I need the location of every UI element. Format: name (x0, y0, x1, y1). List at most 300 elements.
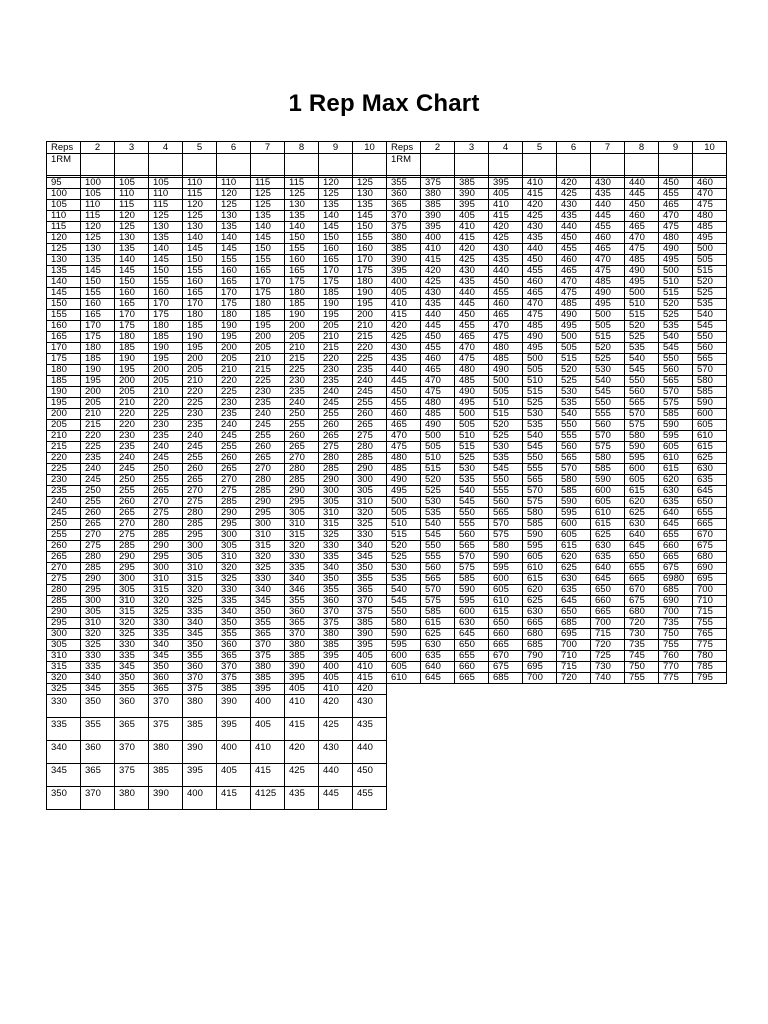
rep-weight-value: 190 (115, 354, 149, 365)
rep-weight-value: 530 (523, 409, 557, 420)
table-row (47, 453, 387, 464)
rep-weight-value: 520 (591, 343, 625, 354)
rep-weight-value: 355 (353, 574, 387, 585)
rep-weight-value: 235 (353, 365, 387, 376)
rep-weight-value: 145 (149, 255, 183, 266)
rep-weight-value: 235 (183, 420, 217, 431)
rep-weight-value: 280 (251, 475, 285, 486)
rep-weight-value: 475 (591, 266, 625, 277)
rep-weight-value: 145 (251, 233, 285, 244)
empty-cell (489, 154, 523, 176)
rep-weight-value: 370 (251, 640, 285, 651)
rep-weight-value: 635 (421, 651, 455, 662)
rep-weight-value: 565 (557, 453, 591, 464)
rep-weight-value: 325 (217, 574, 251, 585)
reps-column-header: 3 (455, 142, 489, 154)
rep-weight-value: 390 (149, 787, 183, 810)
rep-weight-value: 275 (353, 431, 387, 442)
rep-weight-value: 620 (557, 552, 591, 563)
rep-weight-value: 630 (659, 486, 693, 497)
rep-weight-value: 590 (591, 475, 625, 486)
rep-weight-value: 475 (489, 332, 523, 343)
rep-weight-value: 490 (421, 420, 455, 431)
rep-weight-value: 515 (455, 442, 489, 453)
header-row (47, 142, 387, 154)
rep-weight-value: 645 (591, 574, 625, 585)
rep-weight-value: 475 (421, 387, 455, 398)
rep-weight-value: 640 (659, 508, 693, 519)
empty-cell (217, 154, 251, 176)
one-rep-max-value: 490 (387, 475, 421, 486)
rep-weight-value: 335 (217, 596, 251, 607)
table-row (47, 519, 387, 530)
rep-weight-value: 550 (421, 541, 455, 552)
rep-weight-value: 645 (659, 519, 693, 530)
rep-weight-value: 235 (149, 431, 183, 442)
reps-column-header: 9 (659, 142, 693, 154)
rep-weight-value: 180 (183, 310, 217, 321)
rep-weight-value: 490 (659, 244, 693, 255)
rep-weight-value: 440 (625, 178, 659, 189)
empty-cell (115, 154, 149, 176)
rep-weight-value: 715 (693, 607, 727, 618)
rep-weight-value: 240 (115, 453, 149, 464)
rep-weight-value: 435 (591, 189, 625, 200)
rep-weight-value: 580 (591, 453, 625, 464)
rep-weight-value: 350 (217, 618, 251, 629)
rep-weight-value: 440 (455, 288, 489, 299)
rep-weight-value: 125 (285, 189, 319, 200)
rep-weight-value: 590 (523, 530, 557, 541)
rep-weight-value: 195 (251, 321, 285, 332)
table-row (387, 398, 727, 409)
rep-weight-value: 785 (693, 662, 727, 673)
table-row (387, 574, 727, 585)
empty-cell (591, 154, 625, 176)
table-row (387, 552, 727, 563)
rep-weight-value: 500 (591, 310, 625, 321)
rep-weight-value: 385 (251, 673, 285, 684)
rep-weight-value: 135 (319, 200, 353, 211)
reps-column-header: 8 (625, 142, 659, 154)
one-rep-max-value: 450 (387, 387, 421, 398)
rep-weight-value: 665 (523, 618, 557, 629)
rep-weight-value: 315 (149, 585, 183, 596)
rep-weight-value: 370 (183, 673, 217, 684)
rep-weight-value: 565 (489, 508, 523, 519)
rep-weight-value: 550 (455, 508, 489, 519)
rep-weight-value: 285 (217, 497, 251, 508)
rep-weight-value: 365 (251, 629, 285, 640)
rep-weight-value: 320 (217, 563, 251, 574)
rep-weight-value: 470 (489, 321, 523, 332)
reps-column-header: 3 (115, 142, 149, 154)
rep-weight-value: 415 (285, 718, 319, 741)
rep-weight-value: 465 (523, 288, 557, 299)
rep-weight-value: 710 (557, 651, 591, 662)
rep-weight-value: 190 (285, 310, 319, 321)
rep-weight-value: 535 (557, 398, 591, 409)
one-rep-max-value: 290 (47, 607, 81, 618)
rep-weight-value: 155 (353, 233, 387, 244)
rep-weight-value: 220 (115, 409, 149, 420)
table-row (387, 442, 727, 453)
table-row (387, 387, 727, 398)
table-row (47, 552, 387, 563)
rep-weight-value: 230 (251, 387, 285, 398)
rep-weight-value: 310 (183, 563, 217, 574)
rep-weight-value: 345 (115, 662, 149, 673)
rep-weight-value: 490 (455, 387, 489, 398)
one-rep-max-value: 505 (387, 508, 421, 519)
rep-weight-value: 225 (285, 365, 319, 376)
rep-weight-value: 550 (591, 398, 625, 409)
rep-weight-value: 590 (455, 585, 489, 596)
rep-weight-value: 385 (319, 640, 353, 651)
rep-weight-value: 375 (149, 718, 183, 741)
rep-weight-value: 165 (183, 288, 217, 299)
rep-weight-value: 580 (523, 508, 557, 519)
rep-weight-value: 315 (115, 607, 149, 618)
rep-weight-value: 620 (523, 585, 557, 596)
rep-weight-value: 385 (285, 651, 319, 662)
rep-weight-value: 150 (149, 266, 183, 277)
empty-cell (455, 154, 489, 176)
table-row (47, 321, 387, 332)
table-row (387, 299, 727, 310)
rep-weight-value: 305 (81, 607, 115, 618)
rep-weight-value: 130 (285, 200, 319, 211)
rep-weight-value: 490 (557, 310, 591, 321)
rep-weight-value: 695 (693, 574, 727, 585)
one-rep-max-value: 270 (47, 563, 81, 574)
rep-weight-value: 545 (421, 530, 455, 541)
rep-weight-value: 575 (591, 442, 625, 453)
rep-weight-value: 280 (319, 453, 353, 464)
one-rep-max-value: 390 (387, 255, 421, 266)
rep-weight-value: 365 (115, 718, 149, 741)
rep-weight-value: 380 (115, 787, 149, 810)
rep-weight-value: 515 (489, 409, 523, 420)
rep-weight-value: 655 (693, 508, 727, 519)
rep-weight-value: 130 (149, 222, 183, 233)
one-rep-max-value: 300 (47, 629, 81, 640)
rep-weight-value: 425 (557, 189, 591, 200)
rep-weight-value: 375 (353, 607, 387, 618)
rep-weight-value: 415 (353, 673, 387, 684)
rep-weight-value: 115 (81, 211, 115, 222)
rep-weight-value: 245 (115, 464, 149, 475)
one-rep-max-value: 255 (47, 530, 81, 541)
rep-weight-value: 640 (591, 563, 625, 574)
rep-weight-value: 245 (81, 475, 115, 486)
rep-weight-value: 210 (285, 343, 319, 354)
table-row (387, 673, 727, 684)
rep-weight-value: 540 (693, 310, 727, 321)
rep-weight-value: 270 (115, 519, 149, 530)
rep-weight-value: 315 (285, 530, 319, 541)
one-rep-max-value: 125 (47, 244, 81, 255)
rep-weight-value: 675 (659, 563, 693, 574)
rep-weight-value: 290 (81, 574, 115, 585)
rep-weight-value: 640 (625, 530, 659, 541)
rep-weight-value: 300 (319, 486, 353, 497)
rep-weight-value: 230 (115, 431, 149, 442)
rep-weight-value: 370 (149, 695, 183, 718)
rep-weight-value: 155 (285, 244, 319, 255)
rep-weight-value: 205 (251, 343, 285, 354)
one-rep-max-value: 175 (47, 354, 81, 365)
rep-weight-value: 630 (421, 640, 455, 651)
one-rep-max-value: 355 (387, 178, 421, 189)
rep-weight-value: 520 (693, 277, 727, 288)
rep-weight-value: 340 (251, 585, 285, 596)
one-rep-max-value: 580 (387, 618, 421, 629)
rep-weight-value: 185 (115, 343, 149, 354)
rep-weight-value: 165 (319, 255, 353, 266)
rep-weight-value: 645 (693, 486, 727, 497)
rep-weight-value: 190 (81, 365, 115, 376)
one-rep-max-value: 495 (387, 486, 421, 497)
rep-weight-value: 525 (591, 354, 625, 365)
rep-weight-value: 250 (149, 464, 183, 475)
one-rep-max-value: 470 (387, 431, 421, 442)
rep-weight-value: 480 (693, 211, 727, 222)
table-row (387, 343, 727, 354)
table-row (387, 365, 727, 376)
rep-weight-value: 610 (523, 563, 557, 574)
rep-weight-value: 135 (251, 211, 285, 222)
rep-weight-value: 435 (353, 718, 387, 741)
table-row (47, 365, 387, 376)
rep-weight-value: 345 (81, 684, 115, 695)
rep-weight-value: 250 (115, 475, 149, 486)
table-row (387, 519, 727, 530)
rep-weight-value: 440 (421, 310, 455, 321)
rep-weight-value: 340 (285, 574, 319, 585)
rep-weight-value: 120 (217, 189, 251, 200)
table-row (47, 585, 387, 596)
rep-weight-value: 495 (625, 277, 659, 288)
rep-weight-value: 360 (183, 662, 217, 673)
rep-weight-value: 265 (251, 453, 285, 464)
one-rep-max-value: 140 (47, 277, 81, 288)
rep-weight-value: 160 (353, 244, 387, 255)
rep-weight-value: 570 (659, 387, 693, 398)
rep-weight-value: 180 (353, 277, 387, 288)
rep-weight-value: 540 (625, 354, 659, 365)
rep-weight-value: 465 (421, 365, 455, 376)
table-row (47, 222, 387, 233)
rep-weight-value: 185 (81, 354, 115, 365)
rep-weight-value: 520 (557, 365, 591, 376)
rep-weight-value: 185 (285, 299, 319, 310)
rep-weight-value: 590 (489, 552, 523, 563)
one-rep-max-value: 230 (47, 475, 81, 486)
table-row (47, 343, 387, 354)
table-row (387, 530, 727, 541)
rep-weight-value: 610 (489, 596, 523, 607)
table-row (387, 409, 727, 420)
rep-weight-value: 605 (625, 475, 659, 486)
rep-weight-value: 395 (285, 673, 319, 684)
rep-weight-value: 430 (557, 200, 591, 211)
rep-weight-value: 625 (591, 530, 625, 541)
rep-weight-value: 210 (81, 409, 115, 420)
rep-weight-value: 315 (183, 574, 217, 585)
page-title: 1 Rep Max Chart (288, 90, 480, 117)
rep-weight-value: 465 (557, 266, 591, 277)
rep-weight-value: 580 (557, 475, 591, 486)
one-rep-max-value: 165 (47, 332, 81, 343)
table-row (47, 409, 387, 420)
rep-weight-value: 370 (81, 787, 115, 810)
rep-weight-value: 340 (183, 618, 217, 629)
rep-weight-value: 385 (183, 718, 217, 741)
rep-weight-value: 135 (81, 255, 115, 266)
rep-weight-value: 165 (217, 277, 251, 288)
rep-weight-value: 220 (115, 420, 149, 431)
table-row (47, 684, 387, 695)
rep-weight-value: 165 (81, 310, 115, 321)
rep-weight-value: 265 (149, 486, 183, 497)
rep-weight-value: 575 (489, 530, 523, 541)
rep-weight-value: 550 (693, 332, 727, 343)
rep-weight-value: 125 (183, 211, 217, 222)
rep-weight-value: 665 (489, 640, 523, 651)
rep-weight-value: 475 (523, 310, 557, 321)
reps-column-header: 5 (523, 142, 557, 154)
rep-weight-value: 755 (625, 673, 659, 684)
one-rep-max-value: 340 (47, 741, 81, 764)
rep-weight-value: 570 (591, 431, 625, 442)
table-row (387, 431, 727, 442)
rep-weight-value: 330 (81, 651, 115, 662)
rep-weight-value: 675 (489, 662, 523, 673)
rep-weight-value: 545 (455, 497, 489, 508)
rep-weight-value: 615 (421, 618, 455, 629)
rep-weight-value: 125 (353, 178, 387, 189)
rep-weight-value: 340 (319, 563, 353, 574)
rep-weight-value: 715 (557, 662, 591, 673)
rep-weight-value: 645 (455, 629, 489, 640)
table-row (387, 475, 727, 486)
rep-weight-value: 485 (591, 277, 625, 288)
rep-weight-value: 205 (319, 321, 353, 332)
rep-weight-value: 510 (523, 376, 557, 387)
rep-weight-value: 325 (251, 563, 285, 574)
rep-weight-value: 625 (421, 629, 455, 640)
rep-weight-value: 175 (285, 277, 319, 288)
rep-weight-value: 330 (251, 574, 285, 585)
rep-weight-value: 225 (149, 409, 183, 420)
rep-weight-value: 260 (183, 464, 217, 475)
rep-weight-value: 190 (353, 288, 387, 299)
rep-weight-value: 330 (319, 541, 353, 552)
rep-weight-value: 585 (421, 607, 455, 618)
rep-weight-value: 425 (523, 211, 557, 222)
table-row (47, 764, 387, 787)
rep-weight-value: 370 (353, 596, 387, 607)
rep-weight-value: 200 (149, 365, 183, 376)
rep-weight-value: 730 (591, 662, 625, 673)
table-row (47, 497, 387, 508)
rep-weight-value: 180 (251, 299, 285, 310)
rep-weight-value: 625 (625, 508, 659, 519)
rep-weight-value: 330 (217, 585, 251, 596)
rep-weight-value: 345 (183, 629, 217, 640)
rep-weight-value: 280 (81, 552, 115, 563)
rep-weight-value: 485 (489, 354, 523, 365)
rep-weight-value: 395 (217, 718, 251, 741)
one-rep-max-value: 605 (387, 662, 421, 673)
rep-weight-value: 385 (421, 200, 455, 211)
rep-weight-value: 195 (319, 310, 353, 321)
one-rep-max-value: 245 (47, 508, 81, 519)
rep-weight-value: 295 (81, 585, 115, 596)
rep-weight-value: 460 (591, 233, 625, 244)
one-rep-max-value: 280 (47, 585, 81, 596)
empty-cell (625, 154, 659, 176)
rep-weight-value: 335 (115, 651, 149, 662)
rep-weight-value: 545 (625, 365, 659, 376)
rep-weight-value: 485 (523, 321, 557, 332)
table-row (387, 277, 727, 288)
rep-weight-value: 615 (523, 574, 557, 585)
table-row (47, 376, 387, 387)
table-row (47, 288, 387, 299)
rep-weight-value: 700 (591, 618, 625, 629)
rep-weight-value: 740 (591, 673, 625, 684)
one-rep-max-value: 475 (387, 442, 421, 453)
rep-weight-value: 225 (183, 398, 217, 409)
rep-weight-value: 445 (421, 321, 455, 332)
rep-weight-value: 115 (149, 200, 183, 211)
empty-cell (421, 154, 455, 176)
rep-weight-value: 210 (149, 387, 183, 398)
rep-weight-value: 275 (319, 442, 353, 453)
rep-weight-value: 670 (693, 530, 727, 541)
rep-weight-value: 630 (557, 574, 591, 585)
rep-weight-value: 110 (217, 178, 251, 189)
one-rep-max-value: 345 (47, 764, 81, 787)
one-rep-max-value: 210 (47, 431, 81, 442)
empty-cell (319, 154, 353, 176)
rep-weight-value: 335 (285, 563, 319, 574)
rep-weight-value: 500 (455, 409, 489, 420)
rep-weight-value: 260 (217, 453, 251, 464)
rep-weight-value: 270 (183, 486, 217, 497)
rep-weight-value: 395 (183, 764, 217, 787)
one-rep-max-value: 265 (47, 552, 81, 563)
rep-weight-value: 390 (285, 662, 319, 673)
rep-weight-value: 395 (455, 200, 489, 211)
rep-weight-value: 170 (217, 288, 251, 299)
rep-weight-value: 215 (353, 332, 387, 343)
rep-weight-value: 135 (353, 200, 387, 211)
rep-weight-value: 500 (523, 354, 557, 365)
rep-weight-value: 495 (557, 321, 591, 332)
rep-weight-value: 435 (557, 211, 591, 222)
rep-weight-value: 485 (557, 299, 591, 310)
rep-weight-value: 555 (421, 552, 455, 563)
rep-weight-value: 170 (115, 310, 149, 321)
rep-weight-value: 300 (353, 475, 387, 486)
rep-weight-value: 745 (625, 651, 659, 662)
rep-weight-value: 130 (81, 244, 115, 255)
one-rep-max-value: 225 (47, 464, 81, 475)
rep-weight-value: 625 (693, 453, 727, 464)
